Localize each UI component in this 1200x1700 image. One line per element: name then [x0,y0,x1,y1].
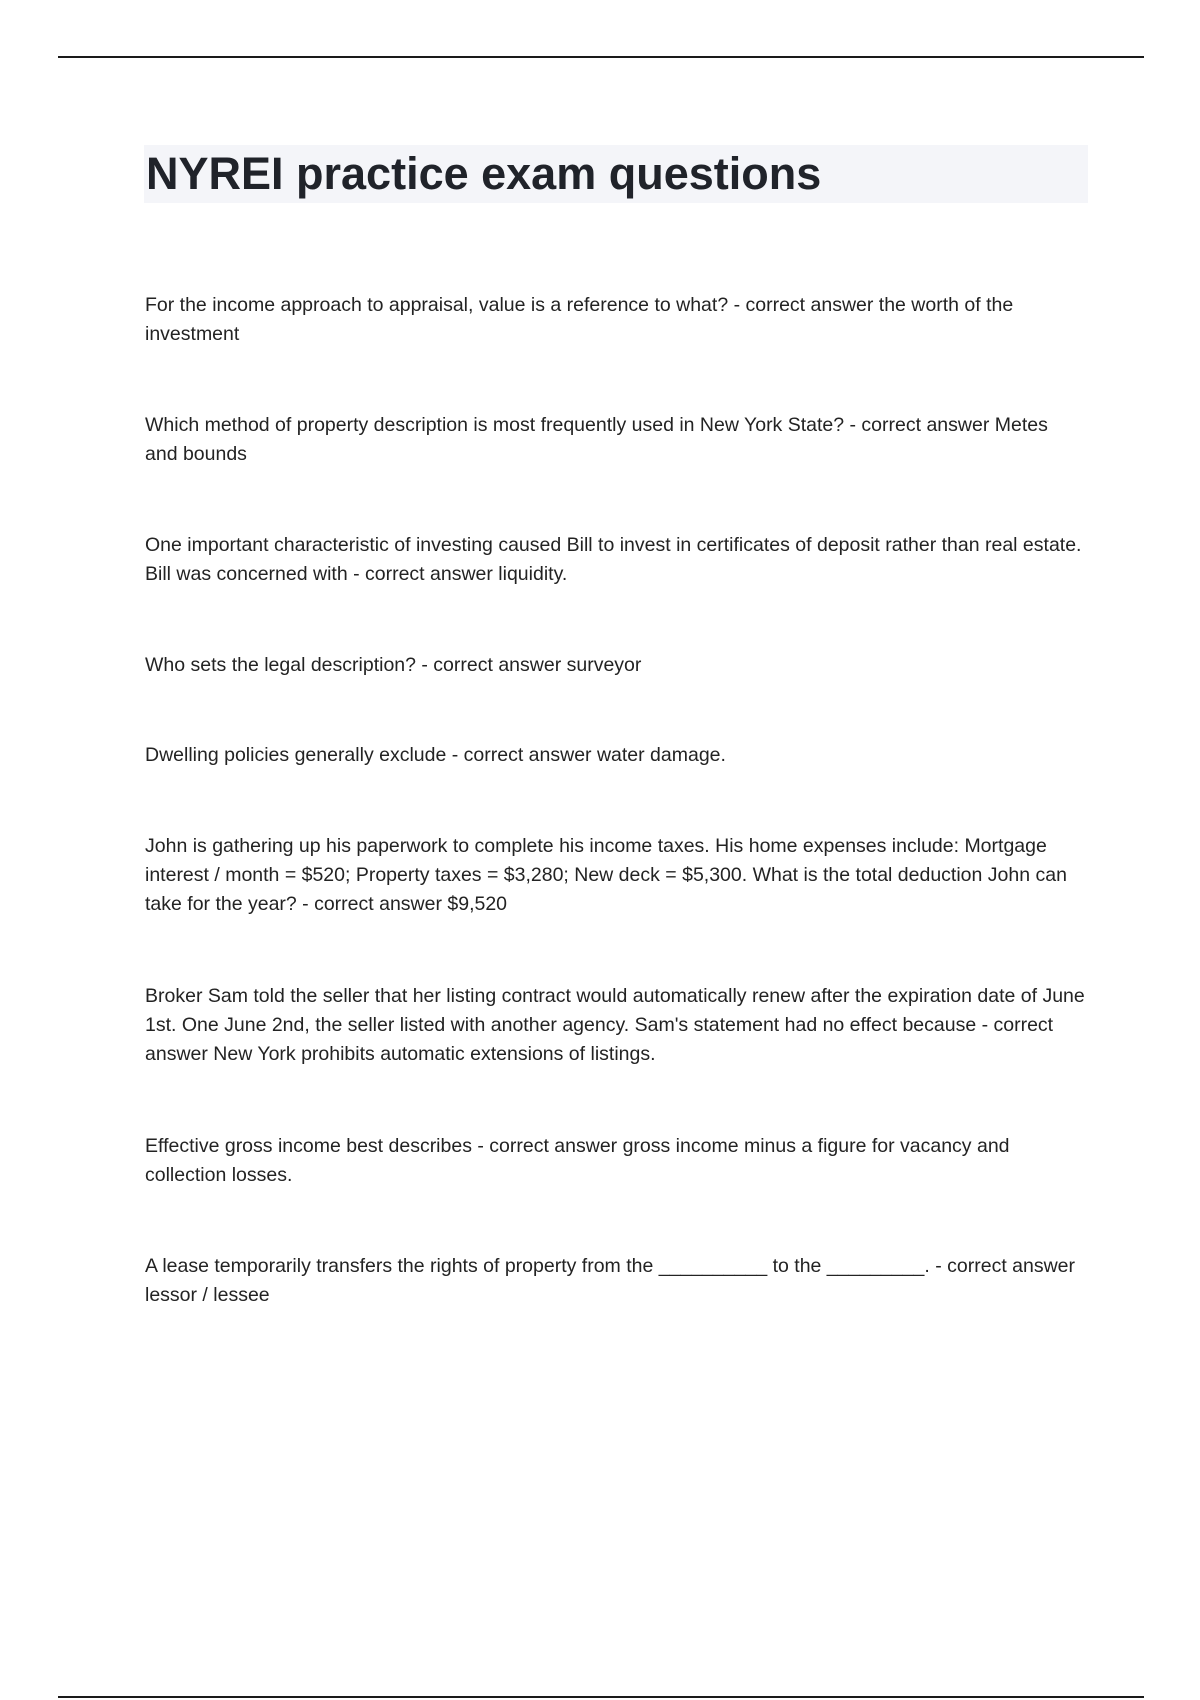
header-rule [58,56,1144,58]
qa-item: John is gathering up his paperwork to complete his income taxes. His home expenses include: Mortgage interest / month = $520; Property taxes = $3,280; New deck = $5,300. What is the total deduction John can take for the year? - correct answer $9,520 [145,835,1067,915]
page-title: NYREI practice exam questions [146,148,822,199]
qa-item: One important characteristic of investing caused Bill to invest in certificates of deposit rather than real estate. Bill was concerned with - correct answer liquidity. [145,534,1082,585]
qa-item: For the income approach to appraisal, value is a reference to what? - correct answer the worth of the investment [145,294,1014,345]
qa-item: A lease temporarily transfers the rights of property from the __________ to the _________. - correct answer lessor / lessee [145,1255,1076,1306]
footer-rule [58,1696,1144,1698]
qa-item: Who sets the legal description? - correct answer surveyor [145,654,642,676]
qa-item: Dwelling policies generally exclude - correct answer water damage. [145,744,726,766]
qa-item: Which method of property description is most frequently used in New York State? - correct answer Metes and bounds [145,414,1048,465]
qa-item: Broker Sam told the seller that her listing contract would automatically renew after the expiration date of June 1st. One June 2nd, the seller listed with another agency. Sam's statement had no effect because - correct answer New York prohibits automatic extensions of listings. [145,985,1085,1065]
qa-item: Effective gross income best describes - correct answer gross income minus a figure for vacancy and collection losses. [145,1135,1010,1186]
